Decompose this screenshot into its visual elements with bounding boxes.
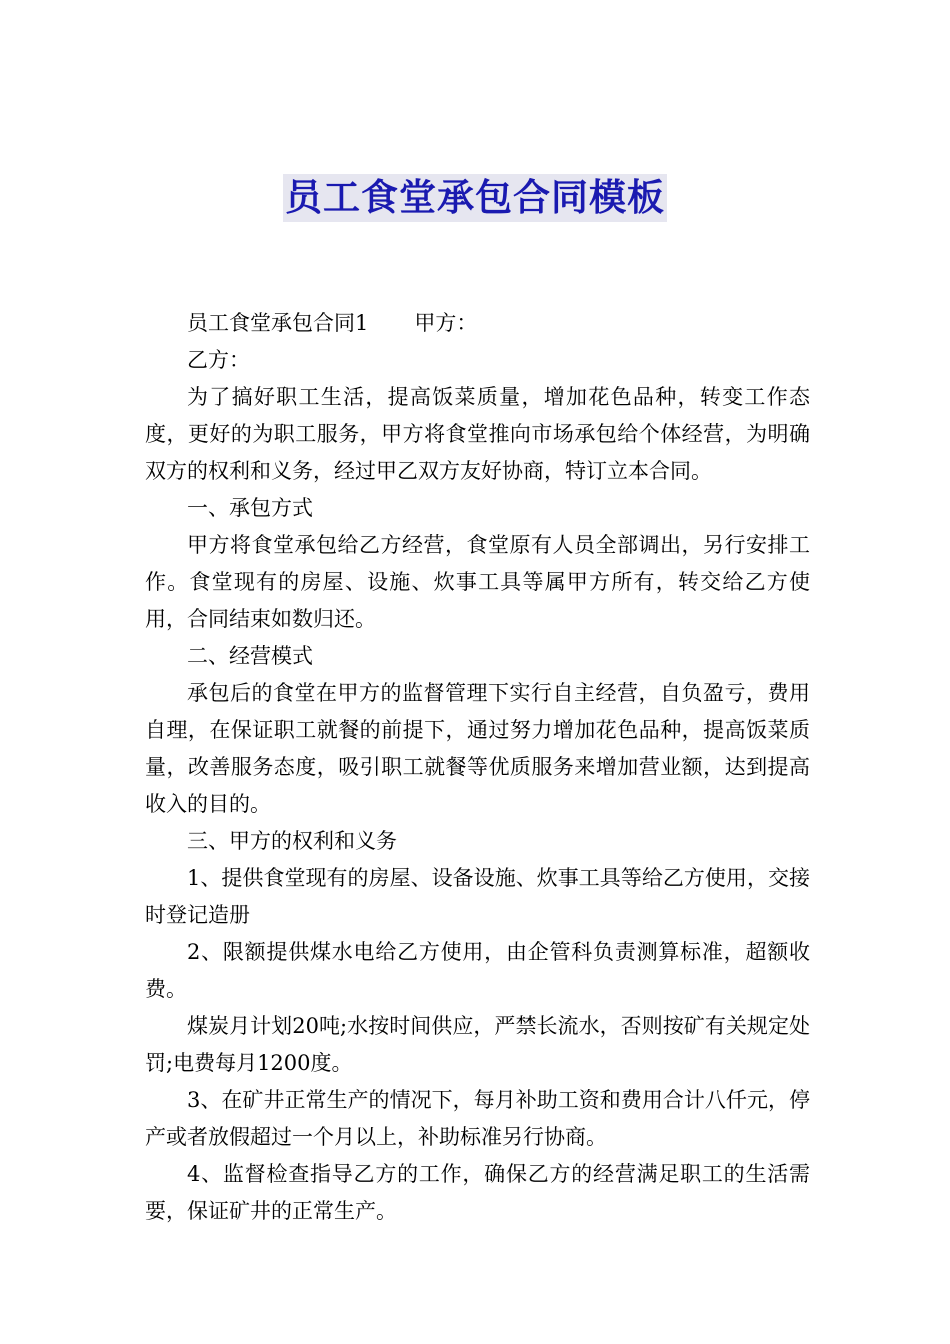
party-b-label: 乙方： xyxy=(187,348,250,372)
document-title: 员工食堂承包合同模板 xyxy=(283,174,667,222)
paragraph: 甲方将食堂承包给乙方经营，食堂原有人员全部调出，另行安排工作。食堂现有的房屋、设施、炊事工具等属甲方所有，转交给乙方使用，合同结束如数归还。 xyxy=(145,533,810,631)
clause: 2、限额提供煤水电给乙方使用，由企管科负责测算标准，超额收费。 xyxy=(145,940,810,1001)
clause: 3、在矿井正常生产的情况下，每月补助工资和费用合计八仟元，停产或者放假超过一个月以上，补助标准另行协商。 xyxy=(145,1088,810,1149)
clause: 1、提供食堂现有的房屋、设备设施、炊事工具等给乙方使用，交接时登记造册 xyxy=(145,866,810,927)
clause: 4、监督检查指导乙方的工作，确保乙方的经营满足职工的生活需要，保证矿井的正常生产。 xyxy=(145,1162,810,1223)
section-heading: 二、经营模式 xyxy=(187,644,313,668)
clause: 煤炭月计划20吨;水按时间供应，严禁长流水，否则按矿有关规定处罚;电费每月1200度。 xyxy=(145,1014,810,1075)
intro-line xyxy=(145,305,810,342)
section-heading: 一、承包方式 xyxy=(187,496,313,520)
section-heading: 三、甲方的权利和义务 xyxy=(187,829,397,853)
party-a-label: 甲方： xyxy=(414,311,478,335)
paragraph: 承包后的食堂在甲方的监督管理下实行自主经营，自负盈亏，费用自理，在保证职工就餐的前提下，通过努力增加花色品种，提高饭菜质量，改善服务态度，吸引职工就餐等优质服务来增加营业额，达到提高收入的目的。 xyxy=(145,681,810,816)
title-container xyxy=(0,174,950,222)
contract-label: 员工食堂承包合同1 xyxy=(187,311,369,335)
paragraph: 为了搞好职工生活，提高饭菜质量，增加花色品种，转变工作态度，更好的为职工服务，甲方将食堂推向市场承包给个体经营，为明确双方的权利和义务，经过甲乙双方友好协商，特订立本合同。 xyxy=(145,385,810,483)
document-body xyxy=(145,305,810,1230)
